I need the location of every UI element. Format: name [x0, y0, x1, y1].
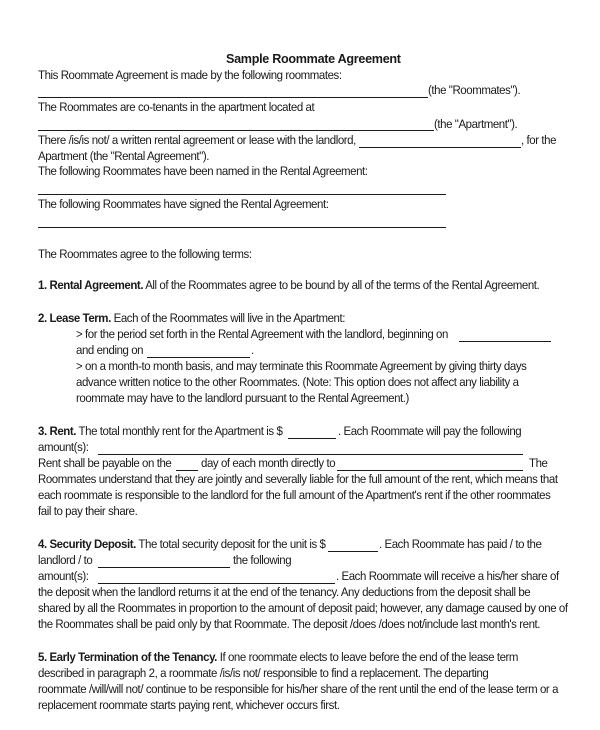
intro-signed: The following Roommates have signed the Rental Agreement:	[38, 197, 329, 211]
deposit-line4: the Roommates shall be paid only by that Roommate. The deposit /does /does not/include last month's rent.	[38, 617, 541, 631]
lease-end-dot: .	[251, 343, 254, 357]
deposit-amounts-blank[interactable]	[98, 583, 335, 584]
section-3-text2: . Each Roommate will pay the following	[338, 424, 522, 438]
rent-line2: Roommates understand that they are jointly and severally liable for the full amount of the rent, which means that	[38, 472, 558, 486]
deposit-receive: . Each Roommate will receive a his/her share of	[336, 569, 559, 583]
landlord-name-blank[interactable]	[359, 147, 521, 148]
total-rent-blank[interactable]	[288, 438, 336, 439]
lease-end-date-blank[interactable]	[147, 357, 250, 358]
roommates-blank[interactable]	[38, 97, 428, 98]
deposit-amounts-label: amount(s):	[38, 569, 89, 583]
intro-rental-ref: Apartment (the "Rental Agreement").	[38, 149, 209, 163]
section-lease-term	[38, 311, 345, 326]
section-4-text1: The total security deposit for the unit is $	[138, 537, 326, 551]
lease-begin-date-blank[interactable]	[459, 341, 551, 342]
rent-amounts-blank[interactable]	[98, 454, 523, 455]
intro-there-is: There /is/is not/ a written rental agreement or lease with the landlord,	[38, 133, 356, 147]
section-5-heading: 5. Early Termination of the Tenancy.	[38, 650, 217, 664]
intro-made-by: This Roommate Agreement is made by the following roommates:	[38, 68, 342, 82]
named-roommates-blank[interactable]	[38, 194, 446, 195]
section-early-termination	[38, 650, 518, 665]
signed-roommates-blank[interactable]	[38, 227, 446, 228]
document-title: Sample Roommate Agreement	[226, 52, 401, 66]
section-2-text: Each of the Roommates will live in the Apartment:	[113, 311, 346, 325]
rent-day-blank[interactable]	[176, 470, 198, 471]
section-5-text: If one roommate elects to leave before the end of the lease term	[219, 650, 519, 664]
rent-payable-label: Rent shall be payable on the	[38, 456, 172, 470]
rent-line3: each roommate is responsible to the landlord for the full amount of the Apartment's rent if the other roommates	[38, 488, 551, 502]
section-3-heading: 3. Rent.	[38, 424, 76, 438]
deposit-following: the following	[233, 553, 292, 567]
lease-option-a-line1: > for the period set forth in the Rental Agreement with the landlord, beginning on	[76, 327, 448, 341]
roommates-ref: (the "Roommates").	[428, 83, 521, 97]
section-4-heading: 4. Security Deposit.	[38, 537, 136, 551]
termination-line2: described in paragraph 2, a roommate /is/is not/ responsible to find a replacement. The departing	[38, 666, 489, 680]
intro-cotenants: The Roommates are co-tenants in the apartment located at	[38, 100, 315, 114]
rent-payee-blank[interactable]	[337, 470, 523, 471]
deposit-holder-blank[interactable]	[98, 567, 230, 568]
apartment-ref: (the "Apartment").	[434, 117, 518, 131]
section-rent	[38, 424, 282, 439]
section-rental-agreement	[38, 278, 539, 293]
lease-option-b-line1: > on a month-to month basis, and may terminate this Roommate Agreement by giving thirty days	[76, 359, 527, 373]
rent-day-label: day of each month directly to	[201, 456, 336, 470]
intro-named: The following Roommates have been named in the Rental Agreement:	[38, 164, 368, 178]
lease-option-b-line3: roommate may have to the landlord pursuant to the Rental Agreement.)	[76, 391, 409, 405]
deposit-landlord-label: landlord / to	[38, 553, 93, 567]
intro-agree: The Roommates agree to the following terms:	[38, 247, 252, 261]
rent-amounts-label: amount(s):	[38, 440, 89, 454]
section-3-text1: The total monthly rent for the Apartment is $	[78, 424, 283, 438]
rent-the: The	[529, 456, 548, 470]
deposit-line3: shared by all the Roommates in proportion to the amount of deposit paid; however, any damage caused by one of	[38, 601, 568, 615]
intro-for-the: , for the	[521, 133, 557, 147]
termination-line4: replacement roommate starts paying rent, whichever occurs first.	[38, 698, 340, 712]
rent-line4: fail to pay their share.	[38, 504, 138, 518]
deposit-total-blank[interactable]	[328, 551, 378, 552]
section-security-deposit	[38, 537, 325, 552]
section-1-text: All of the Roommates agree to be bound by all of the terms of the Rental Agreement.	[145, 278, 540, 292]
section-4-text2: . Each Roommate has paid / to the	[379, 537, 542, 551]
section-1-heading: 1. Rental Agreement.	[38, 278, 144, 292]
deposit-line2: the deposit when the landlord returns it at the end of the tenancy. Any deductions from the deposit shall be	[38, 585, 531, 599]
apartment-address-blank[interactable]	[38, 130, 434, 131]
lease-option-b-line2: advance written notice to the other Roommates. (Note: This option does not affect any liability a	[76, 375, 519, 389]
lease-option-a-line2: and ending on	[76, 343, 144, 357]
section-2-heading: 2. Lease Term.	[38, 311, 111, 325]
termination-line3: roommate /will/will not/ continue to be responsible for his/her share of the rent until the end of the lease term or a	[38, 682, 559, 696]
